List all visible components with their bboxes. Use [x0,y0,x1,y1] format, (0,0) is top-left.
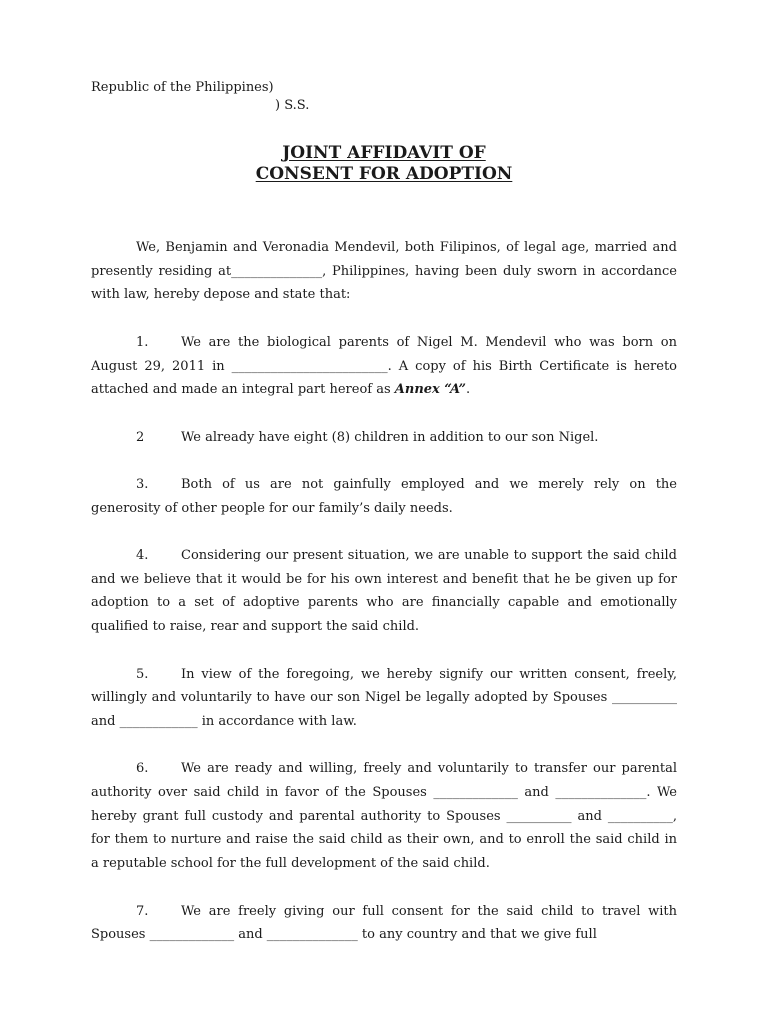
paragraph-text: We already have eight (8) children in addition to our son Nigel. [181,429,599,445]
paragraph-number: 5. [136,666,149,682]
paragraph-4 [91,544,677,639]
paragraph-3 [91,473,677,520]
paragraph-6 [91,757,677,876]
title-line-1: JOINT AFFIDAVIT OF [282,143,486,163]
venue-line-1: Republic of the Philippines) [91,80,274,95]
title-line-2: CONSENT FOR ADOPTION [255,164,513,184]
venue-block [91,79,309,115]
intro-text: We, Benjamin and Veronadia Mendevil, both Filipinos, of legal age, married and presently residing at______________, Philippines, having been duly sworn in accordance with law, hereby depose and state that: [91,240,677,303]
annex-reference: Annex “A” [394,382,467,398]
paragraph-number: 1. [136,334,149,350]
document-body [91,236,677,971]
paragraph-1 [91,331,677,402]
paragraph-number: 6. [136,761,149,777]
paragraph-text: Both of us are not gainfully employed and we merely rely on the generosity of other people for our family’s daily needs. [91,476,677,516]
paragraph-5 [91,663,677,734]
paragraph-number: 2 [136,429,145,445]
paragraph-text-end: . [466,382,471,398]
paragraph-2 [91,426,677,450]
paragraph-number: 7. [136,903,149,919]
intro-paragraph [91,236,677,307]
paragraph-number: 3. [136,476,149,492]
document-title [0,143,768,185]
paragraph-text: We are ready and willing, freely and voluntarily to transfer our parental authority over said child in favor of the Spouses _____________ and ______________. We hereby grant full custody and parental authority to Spouses __________ and __________, for them to nurture and raise the said child as their own, and to enroll the said child in a reputable school for the full development of the said child. [91,761,677,872]
paragraph-text: Considering our present situation, we are unable to support the said child and we believe that it would be for his own interest and benefit that he be given up for adoption to a set of adoptive parents who are financially capable and emotionally qualified to raise, rear and support the said child. [91,548,677,635]
paragraph-number: 4. [136,548,149,564]
paragraph-text: We are freely giving our full consent for the said child to travel with Spouses _____________ and ______________ to any country and that we give full [91,903,677,943]
paragraph-text: In view of the foregoing, we hereby signify our written consent, freely, willingly and voluntarily to have our son Nigel be legally adopted by Spouses __________ and ____________ in accordance with law. [91,666,677,729]
paragraph-text: We are the biological parents of Nigel M. Mendevil who was born on August 29, 2011 in ________________________. A copy of his Birth Certificate is hereto attached and made an integral part hereof as [91,334,677,398]
venue-line-2: ) S.S. [275,98,310,113]
paragraph-7 [91,900,677,947]
